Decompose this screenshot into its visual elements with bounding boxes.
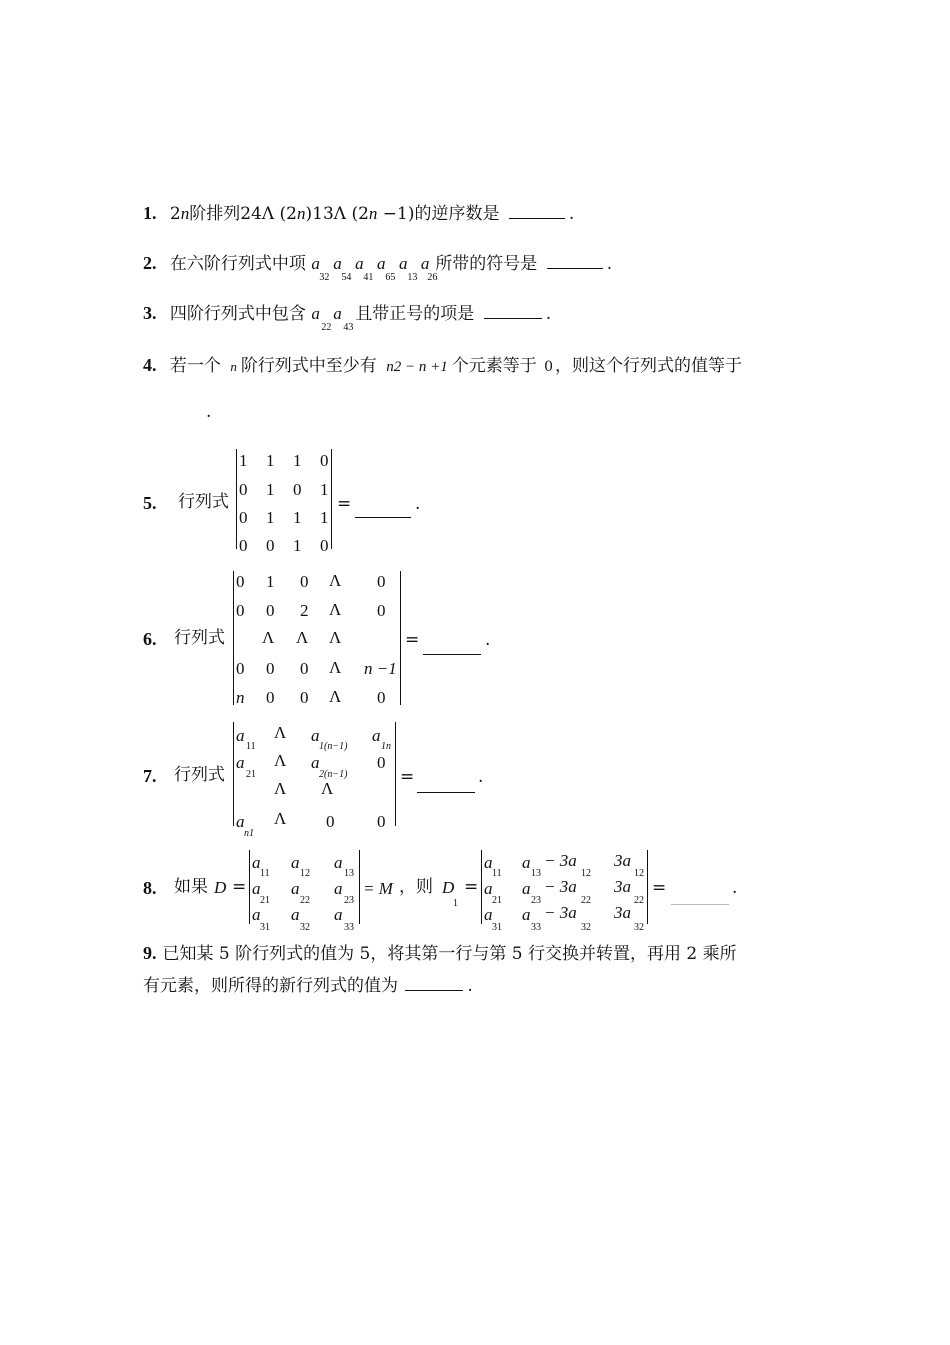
cell: − 3a: [544, 851, 577, 870]
cell: 0: [239, 536, 248, 555]
equals: =: [400, 767, 415, 787]
subscript: 54: [341, 272, 352, 283]
cell: 2: [300, 601, 309, 620]
question-4: [143, 356, 742, 375]
a: a: [311, 254, 320, 273]
period: .: [467, 976, 473, 996]
cell: 0: [377, 688, 386, 707]
answer-blank[interactable]: [484, 318, 542, 319]
cell: Λ: [274, 751, 287, 770]
cell: a: [372, 726, 381, 745]
text: 若一个: [169, 356, 221, 376]
det-bar-left: [249, 850, 250, 924]
cell: 0: [326, 812, 335, 831]
a: a: [377, 254, 386, 273]
cell: a: [484, 853, 493, 872]
cell: a: [522, 879, 531, 898]
cell: a: [236, 726, 245, 745]
subscript: 31: [492, 922, 502, 933]
subscript: 65: [385, 272, 396, 283]
cell: a: [484, 905, 493, 924]
cell: 0: [266, 688, 275, 707]
cell: 0: [377, 601, 386, 620]
text: −1): [377, 204, 415, 224]
subscript: 23: [344, 895, 354, 906]
cell: 0: [266, 659, 275, 678]
cell: 1: [293, 536, 302, 555]
det-bar-right: [400, 571, 401, 705]
cell: Λ: [274, 779, 287, 798]
text: 的逆序数是: [414, 204, 500, 224]
cell: 0: [236, 659, 245, 678]
cell: 3a: [614, 851, 631, 870]
answer-blank[interactable]: [423, 636, 481, 655]
cell: Λ: [296, 628, 309, 647]
text: 在六阶行列式中项: [169, 254, 306, 274]
question-number: 2.: [143, 253, 157, 273]
subscript: 26: [427, 272, 438, 283]
cell: 3a: [614, 877, 631, 896]
cell: a: [311, 726, 320, 745]
text: 如果: [174, 877, 208, 897]
cell: a: [236, 812, 245, 831]
cell: Λ: [321, 779, 334, 798]
answer-blank[interactable]: [547, 268, 603, 269]
period: .: [485, 630, 491, 650]
text: 四阶行列式中包含: [169, 304, 306, 324]
cell: 1: [266, 508, 275, 527]
subscript: 12: [581, 868, 591, 879]
cell: a: [252, 853, 261, 872]
question-4-line2: [176, 404, 211, 421]
cell: a: [291, 879, 300, 898]
subscript: 21: [246, 769, 256, 780]
a: a: [398, 254, 408, 273]
text: 所带的符号是: [435, 254, 538, 274]
term-product: [311, 254, 438, 283]
cell: a: [334, 905, 343, 924]
var-n: n: [297, 204, 306, 223]
answer-blank[interactable]: [671, 888, 729, 905]
text: 且带正号的项是: [355, 304, 475, 324]
cell: Λ: [329, 658, 342, 677]
subscript: 11: [260, 868, 270, 879]
equals: =: [337, 494, 352, 514]
equals: =: [464, 877, 479, 897]
subscript: 12: [300, 868, 310, 879]
text: 有元素，则所得的新行列式的值为: [143, 976, 398, 996]
period: .: [732, 878, 738, 898]
question-1: [143, 204, 574, 223]
answer-blank[interactable]: [509, 218, 565, 219]
question-number: 7.: [143, 766, 157, 786]
period: .: [568, 204, 575, 224]
cell: 1: [293, 508, 302, 527]
question-number: 3.: [143, 303, 157, 323]
text: 阶排列: [189, 204, 241, 224]
det-bar-left: [233, 571, 234, 705]
cell: 0: [236, 572, 245, 591]
question-number: 4.: [143, 355, 157, 375]
period: .: [545, 304, 552, 324]
equals: =: [405, 630, 420, 650]
subscript: 33: [531, 922, 541, 933]
cell: a: [484, 879, 493, 898]
label: 行列式: [174, 628, 225, 648]
question-number: 6.: [143, 629, 157, 649]
cell: 1: [320, 508, 329, 527]
subscript: 32: [319, 272, 330, 283]
cell: 0: [300, 688, 309, 707]
subscript: 22: [321, 322, 332, 333]
subscript: 1n: [381, 741, 391, 752]
cell: a: [236, 753, 245, 772]
cell: 1: [239, 451, 248, 470]
cell: 0: [266, 601, 275, 620]
equals: =: [232, 877, 247, 897]
cell: Λ: [262, 628, 275, 647]
subscript: 13: [407, 272, 418, 283]
cell: a: [522, 853, 531, 872]
answer-blank[interactable]: [417, 775, 475, 793]
cell: a: [311, 753, 320, 772]
text: ，则: [399, 877, 433, 897]
cell: a: [334, 879, 343, 898]
question-number: 9.: [143, 943, 157, 963]
text: 个元素等于: [451, 356, 537, 376]
text: ，则这个行列式的值等于: [555, 356, 743, 376]
text: 阶行列式中至少有: [240, 356, 377, 376]
subscript: 32: [634, 922, 644, 933]
period: .: [606, 254, 613, 274]
var-n: n: [180, 204, 190, 223]
subscript: 11: [492, 868, 502, 879]
label: 行列式: [174, 765, 225, 785]
var-n: n: [368, 204, 378, 223]
text: 24Λ (2: [240, 204, 297, 224]
subscript: 43: [343, 322, 354, 333]
det-bar-right: [395, 722, 396, 826]
question-2: [143, 253, 613, 283]
cell: Λ: [329, 571, 342, 590]
zero: 0: [544, 359, 554, 375]
subscript: 32: [581, 922, 591, 933]
var-D1: D: [442, 878, 455, 897]
cell: 0: [377, 812, 386, 831]
det-bar-right: [331, 449, 332, 549]
period: .: [415, 494, 421, 514]
cell: 0: [320, 451, 329, 470]
subscript: n1: [244, 828, 254, 839]
cell: 0: [300, 659, 309, 678]
answer-blank[interactable]: [405, 990, 463, 991]
cell: a: [334, 853, 343, 872]
cell: 0: [320, 536, 329, 555]
label: 行列式: [178, 492, 229, 512]
subscript: 13: [344, 868, 354, 879]
cell: 0: [377, 753, 386, 772]
subscript: 11: [246, 741, 256, 752]
cell: 1: [266, 480, 275, 499]
cell: 1: [293, 451, 302, 470]
cell: 0: [239, 508, 248, 527]
term-product: [311, 304, 355, 333]
subscript: 22: [300, 895, 310, 906]
a: a: [333, 254, 342, 273]
expression: n2 − n +1: [386, 359, 448, 375]
text: 2: [169, 204, 181, 224]
a: a: [333, 304, 342, 323]
cell: Λ: [274, 809, 287, 828]
cell: a: [252, 905, 261, 924]
a: a: [355, 254, 364, 273]
subscript: 32: [300, 922, 310, 933]
subscript: 41: [363, 272, 374, 283]
cell: − 3a: [544, 903, 577, 922]
var-n: n: [230, 359, 237, 374]
var-D: D: [214, 878, 227, 897]
det-bar-left: [236, 449, 237, 549]
a: a: [311, 304, 320, 323]
subscript: 33: [344, 922, 354, 933]
cell: Λ: [329, 600, 342, 619]
question-number: 8.: [143, 878, 157, 898]
cell: a: [291, 853, 300, 872]
subscript: 12: [634, 868, 644, 879]
period: .: [478, 767, 484, 787]
subscript: 13: [531, 868, 541, 879]
subscript: 1: [453, 898, 458, 909]
equals: =: [652, 878, 667, 898]
cell: Λ: [274, 723, 287, 742]
subscript: 23: [531, 895, 541, 906]
cell: n: [236, 688, 245, 707]
a: a: [420, 254, 430, 273]
text: 已知某 5 阶行列式的值为 5，将其第一行与第 5 行交换并转置，再用 2 乘所: [162, 944, 737, 964]
det-bar-right: [647, 850, 648, 924]
subscript: 21: [260, 895, 270, 906]
question-number: 1.: [143, 203, 157, 223]
cell: 0: [236, 601, 245, 620]
text: )13Λ (2: [305, 204, 369, 224]
cell: 0: [293, 480, 302, 499]
subscript: 22: [581, 895, 591, 906]
det-bar-left: [481, 850, 482, 924]
cell: 0: [239, 480, 248, 499]
subscript: 31: [260, 922, 270, 933]
cell: Λ: [329, 687, 342, 706]
cell: 3a: [614, 903, 631, 922]
question-number: 5.: [143, 493, 157, 513]
question-3: [143, 303, 552, 333]
cell: − 3a: [544, 877, 577, 896]
cell: 0: [266, 536, 275, 555]
cell: 1: [320, 480, 329, 499]
cell: a: [291, 905, 300, 924]
subscript: 1(n−1): [319, 741, 348, 752]
period: .: [206, 402, 212, 422]
subscript: 2(n−1): [319, 769, 348, 780]
cell: 0: [300, 572, 309, 591]
subscript: 21: [492, 895, 502, 906]
cell: 1: [266, 572, 275, 591]
cell: Λ: [329, 628, 342, 647]
cell: 1: [266, 451, 275, 470]
cell: a: [252, 879, 261, 898]
det-bar-left: [233, 722, 234, 826]
cell: 0: [377, 572, 386, 591]
answer-blank[interactable]: [355, 500, 411, 518]
det-bar-right: [359, 850, 360, 924]
subscript: 22: [634, 895, 644, 906]
cell: n −1: [364, 659, 397, 678]
equals-M: = M: [363, 879, 393, 898]
cell: a: [522, 905, 531, 924]
